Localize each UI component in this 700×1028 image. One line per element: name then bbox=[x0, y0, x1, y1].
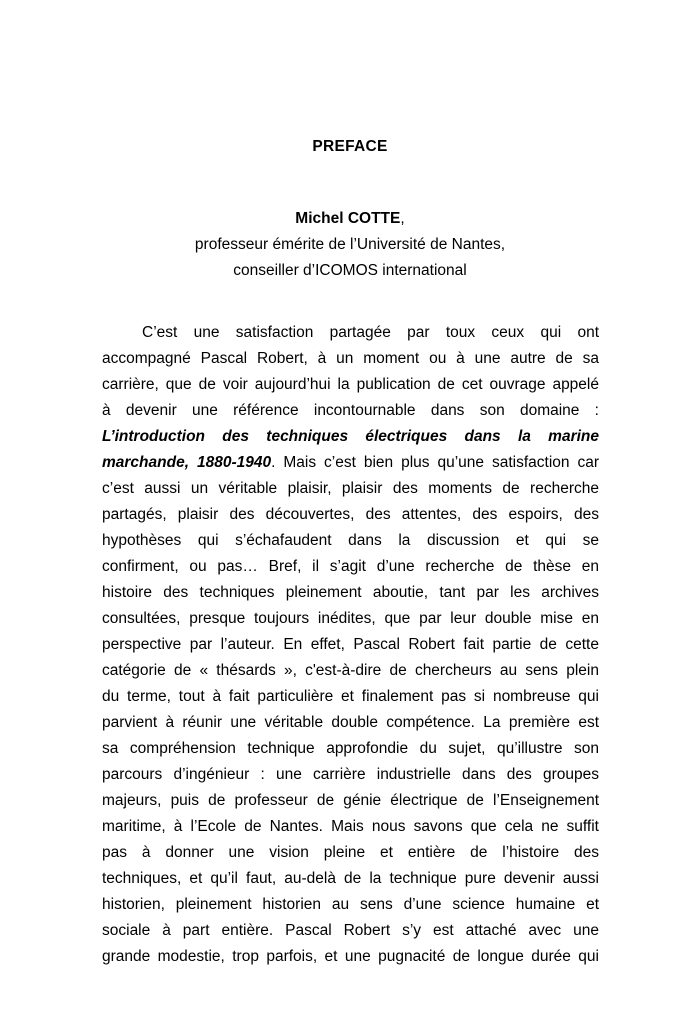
author-role-1: professeur émérite de l’Université de Nantes, bbox=[194, 236, 506, 253]
text-line: partagés, plaisir des découvertes, des attentes, des espoirs, des bbox=[102, 506, 599, 523]
text-line: majeurs, puis de professeur de génie électrique de l’Enseignement bbox=[102, 792, 599, 809]
text-line bbox=[102, 450, 599, 476]
text-line bbox=[102, 424, 599, 450]
text-line: maritime, à l’Ecole de Nantes. Mais nous savons que cela ne suffit bbox=[102, 818, 599, 835]
text-line: parcours d’ingénieur : une carrière industrielle dans des groupes bbox=[102, 766, 599, 783]
text-line: hypothèses qui s’échafaudent dans la discussion et qui se bbox=[102, 532, 599, 549]
page-title: PREFACE bbox=[312, 138, 388, 155]
text-line: carrière, que de voir aujourd’hui la publication de cet ouvrage appelé bbox=[102, 376, 599, 393]
text-line: du terme, tout à fait particulière et finalement pas si nombreuse qui bbox=[102, 688, 599, 705]
text-line: catégorie de « thésards », c'est-à-dire de chercheurs au sens plein bbox=[102, 662, 599, 679]
text-line: sociale à part entière. Pascal Robert s’y est attaché avec une bbox=[102, 922, 599, 939]
author-role-2: conseiller d’ICOMOS international bbox=[233, 262, 467, 279]
text-line: confirment, ou pas… Bref, il s’agit d’une recherche de thèse en bbox=[102, 558, 599, 575]
text-line: histoire des techniques pleinement aboutie, tant par les archives bbox=[102, 584, 599, 601]
text-fragment: . Mais c’est bien plus qu’une satisfaction car bbox=[271, 454, 600, 471]
author-name: Michel COTTE bbox=[295, 210, 401, 227]
text-line: techniques, et qu’il faut, au-delà de la technique pure devenir aussi bbox=[102, 870, 599, 887]
text-line: sa compréhension technique approfondie du sujet, qu’illustre son bbox=[102, 740, 599, 757]
text-line: C’est une satisfaction partagée par toux ceux qui ont bbox=[142, 324, 599, 341]
text-line: perspective par l’auteur. En effet, Pascal Robert fait partie de cette bbox=[102, 636, 599, 653]
text-line: accompagné Pascal Robert, à un moment ou à une autre de sa bbox=[102, 350, 599, 367]
text-line: à devenir une référence incontournable dans son domaine : bbox=[102, 402, 599, 419]
text-line: grande modestie, trop parfois, et une pugnacité de longue durée qui bbox=[102, 948, 599, 965]
text-line: pas à donner une vision pleine et entière de l’histoire des bbox=[102, 844, 599, 861]
preface-body bbox=[102, 320, 599, 970]
book-title-part-2: marchande, 1880-1940 bbox=[102, 454, 272, 471]
text-line: consultées, presque toujours inédites, que par leur double mise en bbox=[102, 610, 599, 627]
author-block bbox=[0, 206, 700, 284]
text-line: historien, pleinement historien au sens d’une science humaine et bbox=[102, 896, 599, 913]
text-line: parvient à réunir une véritable double compétence. La première est bbox=[102, 714, 599, 731]
author-name-suffix: , bbox=[400, 210, 405, 227]
book-title-part-1: L’introduction des techniques électriques dans la marine bbox=[102, 428, 599, 445]
text-line: c’est aussi un véritable plaisir, plaisir des moments de recherche bbox=[102, 480, 599, 497]
author-line bbox=[0, 206, 700, 232]
